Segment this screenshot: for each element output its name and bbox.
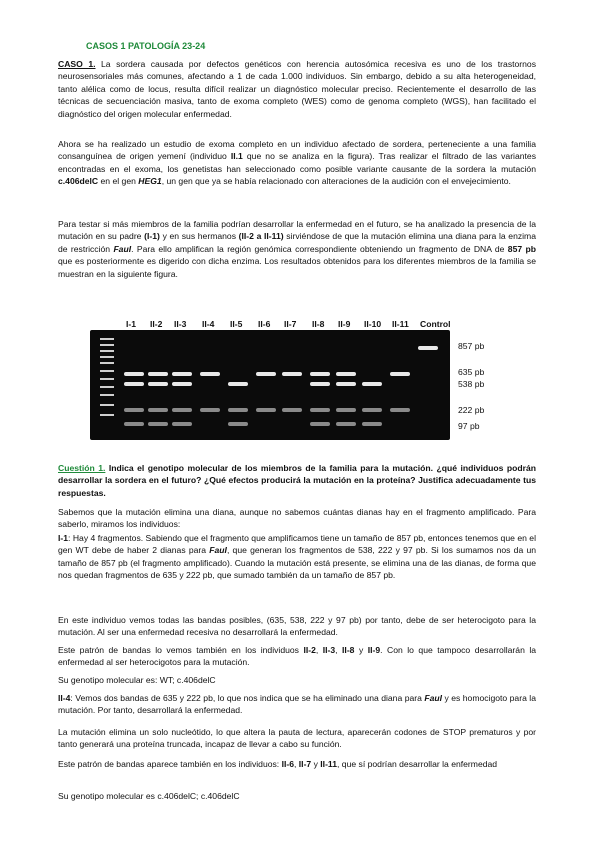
gel-band [148, 382, 168, 386]
lane-label: II-8 [312, 319, 325, 329]
gel-band [228, 382, 248, 386]
question-1: Cuestión 1. Indica el genotipo molecular de los miembros de la familia para la mutación. ¿qué individuos podrán desarrollar la sordera en el futuro? ¿Qué efectos producirá la mutación en la proteína? Justifica adecuadamente tus respuestas. [58, 463, 536, 498]
paragraph-exome: Ahora se ha realizado un estudio de exoma completo en un individuo afectado de sordera, perteneciente a una familia consanguínea de origen yemení (individuo II.1 que no se analiza en la figura). Tras realizar el filtrado de las variantes encontradas en el exoma, los genetistas han seleccionado como posible variante causante de la sordera la mutación c.406delC en el gen HEG1, un gen que ya se había relacionado con alteraciones de la audición con el envejecimiento. [58, 139, 536, 187]
answer-p2: I-1: Hay 4 fragmentos. Sabiendo que el fragmento que amplificamos tiene un tamaño de 857 pb, entonces tenemos que en el gen WT debe de haber 2 dianas para FauI, que generan los fragmentos de 538, 222 y 97 pb. Si los sumamos nos da un tamaño de 857 pb (el fragmento amplificado). Cuando la mutación está presente, se elimina una de las dianas, de forma que nos quedan fragmentos de 635 y 222 pb, que sumado también da un tamaño de 857 pb. [58, 533, 537, 581]
gel-band [390, 372, 410, 376]
size-label: 97 pb [458, 421, 480, 431]
gel-band [172, 422, 192, 426]
gel-band [282, 372, 302, 376]
gel-band [200, 372, 220, 376]
ladder-band [100, 362, 114, 364]
ladder-band [100, 338, 114, 340]
lane-label: II-9 [338, 319, 351, 329]
answer-p6: II-4: Vemos dos bandas de 635 y 222 pb, lo que nos indica que se ha eliminado una diana para FauI y es homocigoto para la mutación. Por tanto, desarrollará la enfermedad. [58, 693, 536, 716]
gel-band [148, 408, 168, 412]
lane-label: Control [420, 319, 451, 329]
answer-p4: Este patrón de bandas lo vemos también en los individuos II-2, II-3, II-8 y II-9. Con lo que tampoco desarrollarán la enfermedad al ser heterocigotos para la mutación. [58, 645, 537, 668]
document-title: CASOS 1 PATOLOGÍA 23-24 [86, 41, 206, 51]
case-label: CASO 1. [58, 59, 96, 69]
answer-p1: Sabemos que la mutación elimina una diana, aunque no sabemos cuántas dianas hay en el fragmento amplificado. Para saberlo, miramos los individuos: [58, 507, 536, 530]
gel-band [390, 408, 410, 412]
gel-band [124, 408, 144, 412]
gel-band [172, 382, 192, 386]
answer-p9: Su genotipo molecular es c.406delC; c.406delC [58, 791, 240, 801]
ladder-band [100, 386, 114, 388]
ladder-band [100, 344, 114, 346]
gel-band [256, 372, 276, 376]
gel-band [310, 408, 330, 412]
lane-label: II-10 [364, 319, 382, 329]
answer-p8: Este patrón de bandas aparece también en los individuos: II-6, II-7 y II-11, que sí podrían desarrollar la enfermedad [58, 759, 498, 769]
ladder-band [100, 414, 114, 416]
lane-label: II-7 [284, 319, 297, 329]
lane-label: II-2 [150, 319, 163, 329]
ladder-band [100, 378, 114, 380]
gel-band [336, 372, 356, 376]
gel-image [90, 330, 450, 440]
question-label: Cuestión 1. [58, 463, 106, 473]
ladder-band [100, 404, 114, 406]
gel-band [200, 408, 220, 412]
answer-p7: La mutación elimina un solo nucleótido, lo que altera la pauta de lectura, aparecerán codones de STOP prematuros y por tanto generará una proteína truncada, incapaz de llevar a cabo su función. [58, 727, 536, 750]
gel-band [310, 422, 330, 426]
ladder-band [100, 350, 114, 352]
gel-band [362, 382, 382, 386]
lane-label: II-5 [230, 319, 243, 329]
gel-band [124, 382, 144, 386]
answer-p3: En este individuo vemos todas las bandas posibles, (635, 538, 222 y 97 pb) por tanto, debe de ser heterocigoto para la mutación. Al ser una enfermedad recesiva no desarrollará la enfermedad. [58, 615, 536, 638]
gel-band [336, 408, 356, 412]
gel-band [362, 408, 382, 412]
lane-label: II-11 [392, 319, 409, 329]
gel-band [228, 408, 248, 412]
ladder-band [100, 394, 114, 396]
answer-p5: Su genotipo molecular es: WT; c.406delC [58, 675, 216, 685]
paragraph-intro: CASO 1. La sordera causada por defectos genéticos con herencia autosómica recesiva es uno de los trastornos neurosensoriales más comunes, afectando a 1 de cada 1.000 individuos. Sin embargo, debido a su alta heterogeneidad, tanto alélica como de locus, resulta difícil realizar un diagnóstico molecular preciso. Recientemente el desarrollo de las técnicas de secuenciación masiva, tanto de exoma completo (WES) como de genoma completo (WGS), han facilitado el diagnóstico del origen molecular enfermedad. [58, 59, 536, 119]
gel-band [336, 382, 356, 386]
ladder-band [100, 356, 114, 358]
gel-band [418, 346, 438, 350]
gel-band [148, 372, 168, 376]
gel-band [124, 422, 144, 426]
gel-band [362, 422, 382, 426]
size-label: 857 pb [458, 341, 485, 351]
gel-band [172, 372, 192, 376]
size-label: 222 pb [458, 405, 485, 415]
size-label: 635 pb [458, 367, 485, 377]
ladder-band [100, 370, 114, 372]
gel-band [310, 372, 330, 376]
paragraph-restriction: Para testar si más miembros de la familia podrían desarrollar la enfermedad en el futuro, se ha analizado la presencia de la mutación en su padre (I-1) y en sus hermanos (II-2 a II-11) sirviéndose de que la mutación elimina una diana para la enzima de restricción FauI. Para ello amplifican la región genómica correspondiente obteniendo un fragmento de DNA de 857 pb que es posteriormente es digerido con dicha enzima. Los resultados obtenidos para los diferentes miembros de la familia se muestran en la siguiente figura. [58, 219, 536, 279]
gel-band [172, 408, 192, 412]
gel-band [310, 382, 330, 386]
gel-band [228, 422, 248, 426]
size-label: 538 pb [458, 379, 485, 389]
lane-label: II-3 [174, 319, 187, 329]
lane-label: I-1 [126, 319, 137, 329]
gel-band [148, 422, 168, 426]
gel-band [282, 408, 302, 412]
gel-band [256, 408, 276, 412]
gel-figure [90, 318, 500, 444]
gel-band [124, 372, 144, 376]
lane-label: II-4 [202, 319, 215, 329]
gel-band [336, 422, 356, 426]
lane-label: II-6 [258, 319, 271, 329]
